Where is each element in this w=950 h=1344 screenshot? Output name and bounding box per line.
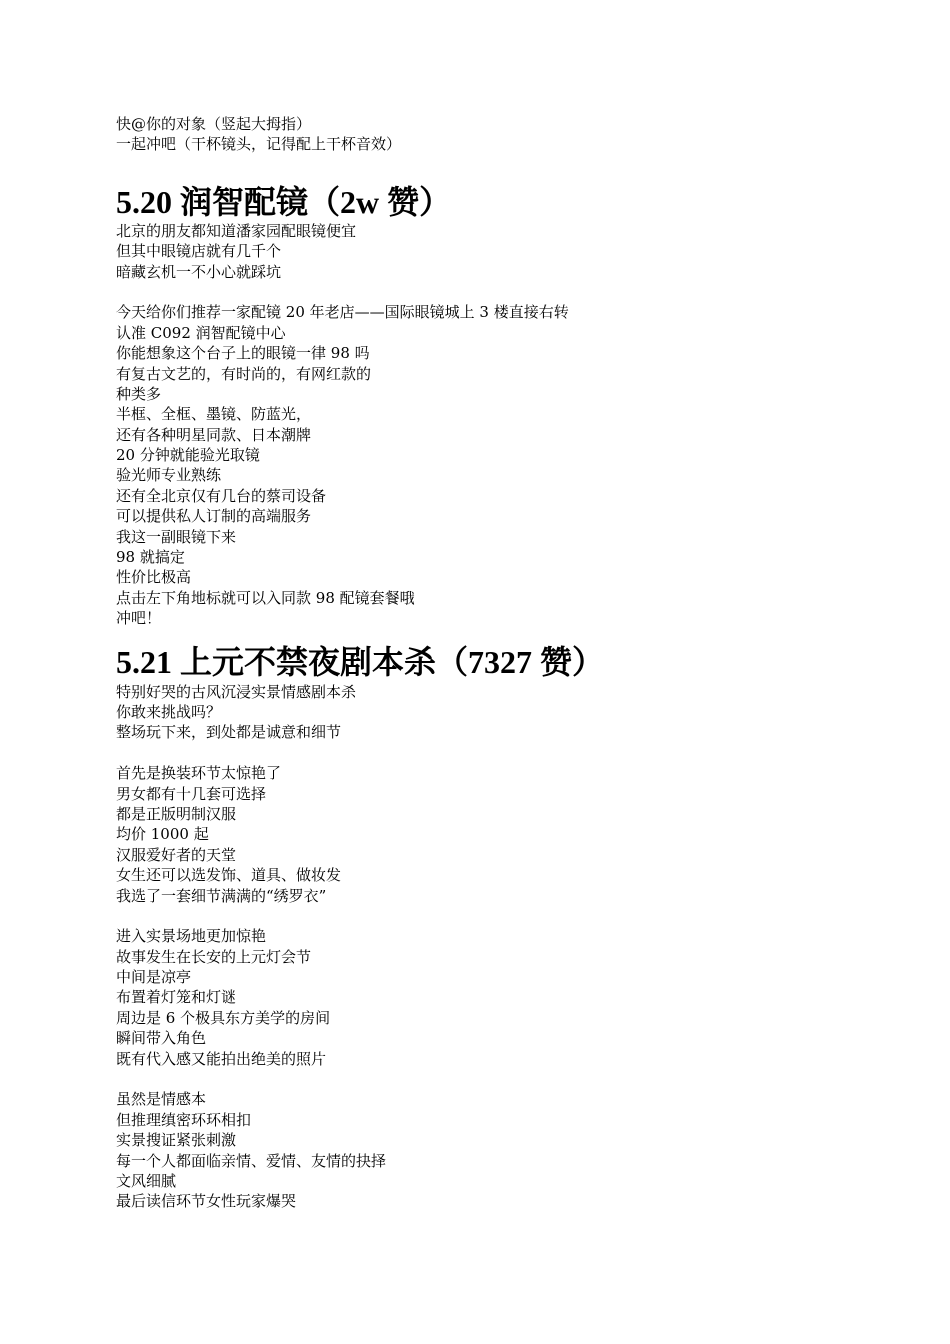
text-line: 我这一副眼镜下来 [116,527,237,546]
text-line: 都是正版明制汉服 [116,804,237,823]
text-line: 每一个人都面临亲情、爱情、友情的抉择 [116,1151,387,1170]
text-line: 20 分钟就能验光取镜 [116,446,260,465]
text-line: 但推理缜密环环相扣 [116,1110,252,1129]
text-line: 但其中眼镜店就有几千个 [116,242,282,261]
text-line: 首先是换装环节太惊艳了 [116,764,282,783]
text-line: 还有全北京仅有几台的蔡司设备 [116,486,327,505]
section-heading-5-20: 5.20 润智配镜（2w 赞） [116,183,452,220]
text-line: 既有代入感又能拍出绝美的照片 [116,1049,327,1068]
text-line: 中间是凉亭 [116,968,192,987]
text-line: 点击左下角地标就可以入同款 98 配镜套餐哦 [116,588,415,607]
text-line: 实景搜证紧张刺激 [116,1131,237,1150]
section2-paragraph-2 [116,763,856,906]
text-line: 女生还可以选发饰、道具、做妆发 [116,866,342,885]
section2-paragraph-1 [116,682,856,743]
text-line: 最后读信环节女性玩家爆哭 [116,1192,297,1211]
text-line: 整场玩下来，到处都是诚意和细节 [116,723,342,742]
text-line: 冲吧！ [116,609,162,628]
text-line: 汉服爱好者的天堂 [116,845,237,864]
text-line: 暗藏玄机一不小心就踩坑 [116,262,282,281]
text-line: 验光师专业熟练 [116,466,222,485]
text-line: 还有各种明星同款、日本潮牌 [116,425,312,444]
text-line: 进入实景场地更加惊艳 [116,927,267,946]
text-line: 半框、全框、墨镜、防蓝光， [116,405,312,424]
text-line: 北京的朋友都知道潘家园配眼镜便宜 [116,221,357,240]
text-line: 特别好哭的古风沉浸实景情感剧本杀 [116,682,357,701]
text-line: 瞬间带入角色 [116,1029,207,1048]
text-line: 一起冲吧（干杯镜头，记得配上干杯音效） [116,135,402,154]
text-line: 今天给你们推荐一家配镜 20 年老店——国际眼镜城上 3 楼直接右转 [116,303,569,322]
section2-paragraph-4 [116,1089,856,1211]
intro-block [116,114,856,155]
section1-paragraph-1 [116,221,856,282]
text-line: 男女都有十几套可选择 [116,784,267,803]
text-line: 布置着灯笼和灯谜 [116,988,237,1007]
text-line: 你能想象这个台子上的眼镜一律 98 吗 [116,344,370,363]
text-line: 文风细腻 [116,1171,177,1190]
paragraph-spacer [116,282,856,302]
text-line: 种类多 [116,384,162,403]
section2-paragraph-3 [116,926,856,1069]
text-line: 认准 C092 润智配镜中心 [116,323,286,342]
text-line: 均价 1000 起 [116,825,209,844]
text-line: 虽然是情感本 [116,1090,207,1109]
text-line: 周边是 6 个极具东方美学的房间 [116,1008,331,1027]
text-line: 你敢来挑战吗？ [116,702,222,721]
text-line: 故事发生在长安的上元灯会节 [116,947,312,966]
text-line: 可以提供私人订制的高端服务 [116,507,312,526]
text-line: 我选了一套细节满满的“绣罗衣” [116,886,327,905]
text-line: 有复古文艺的，有时尚的，有网红款的 [116,364,372,383]
document-body [116,114,856,1212]
paragraph-spacer [116,743,856,763]
section1-paragraph-2 [116,302,856,628]
paragraph-spacer [116,906,856,926]
paragraph-spacer [116,1069,856,1089]
text-line: 快@你的对象（竖起大拇指） [116,115,312,133]
text-line: 98 就搞定 [116,548,185,567]
section-heading-5-21: 5.21 上元不禁夜剧本杀（7327 赞） [116,643,605,680]
text-line: 性价比极高 [116,568,192,587]
